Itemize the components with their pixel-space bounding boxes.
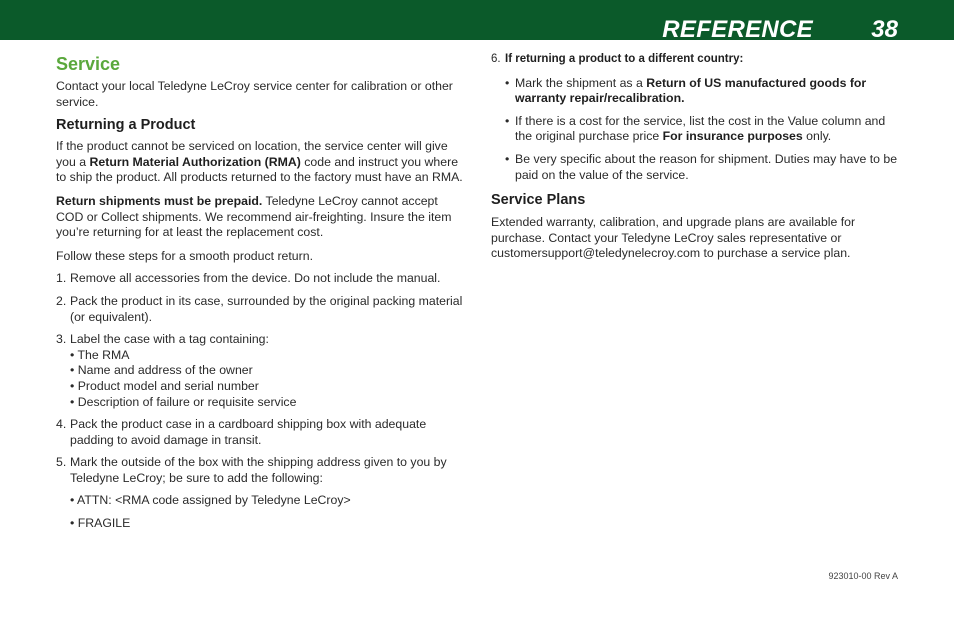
- returning-product-heading: Returning a Product: [56, 117, 196, 134]
- service-intro: Contact your local Teledyne LeCroy service center for calibration or other service.: [56, 79, 453, 109]
- service-heading: Service: [56, 54, 121, 74]
- list-item: • FRAGILE: [70, 516, 131, 531]
- right-column: [491, 52, 901, 262]
- service-plans-heading: Service Plans: [491, 192, 586, 209]
- step-3: 3. Label the case with a tag containing: • The RMA • Name and address of the owner • Product model and serial number • Description of failure or requisite service: [56, 332, 466, 410]
- prepaid-paragraph: Return shipments must be prepaid. Teledyne LeCroy cannot accept COD or Collect shipments. We recommend air-freighting. Insure the item you’re returning for at least the replacement cost.: [56, 193, 452, 240]
- page-number: 38: [871, 16, 898, 43]
- rma-bold: Return Material Authorization (RMA): [89, 154, 301, 169]
- document-number: 923010-00 Rev A: [828, 571, 898, 581]
- step-1: 1. Remove all accessories from the device. Do not include the manual.: [56, 271, 441, 286]
- prepaid-bold: Return shipments must be prepaid.: [56, 193, 263, 208]
- service-plans-text: Extended warranty, calibration, and upgrade plans are available for purchase. Contact your Teledyne LeCroy sales representative or customersupport@teledynelecroy.com to purchase a service plan.: [491, 215, 856, 261]
- list-item: • The RMA: [70, 347, 130, 362]
- rma-paragraph: If the product cannot be serviced on location, the service center will give you a Return Material Authorization (RMA) code and instruct you where to ship the product. All products returned to the factory must have an RMA.: [56, 139, 463, 185]
- step-4: 4. Pack the product case in a cardboard shipping box with adequate padding to avoid damage in transit.: [56, 417, 427, 447]
- list-item: • Description of failure or requisite service: [70, 394, 297, 409]
- bullet-shipment-reason: • Be very specific about the reason for shipment. Duties may have to be paid on the value of the service.: [505, 151, 898, 182]
- header-bar: [0, 0, 954, 43]
- list-item: • Product model and serial number: [70, 378, 259, 393]
- list-item: • Name and address of the owner: [70, 363, 253, 378]
- section-title: REFERENCE: [662, 16, 813, 43]
- list-item: • ATTN: <RMA code assigned by Teledyne LeCroy>: [70, 493, 351, 508]
- bullet-return-goods: • Mark the shipment as a Return of US manufactured goods for warranty repair/recalibration.: [505, 75, 867, 106]
- step-5: 5. Mark the outside of the box with the shipping address given to you by Teledyne LeCroy; be sure to add the following:: [56, 455, 447, 485]
- step-6: 6. If returning a product to a different country:: [491, 53, 744, 65]
- steps-intro: Follow these steps for a smooth product return.: [56, 248, 313, 263]
- left-column: [56, 52, 466, 532]
- bullet-service-cost: • If there is a cost for the service, list the cost in the Value column and the original purchase price For insurance purposes only.: [505, 113, 886, 144]
- step-2: 2. Pack the product in its case, surrounded by the original packing material (or equivalent).: [56, 293, 463, 324]
